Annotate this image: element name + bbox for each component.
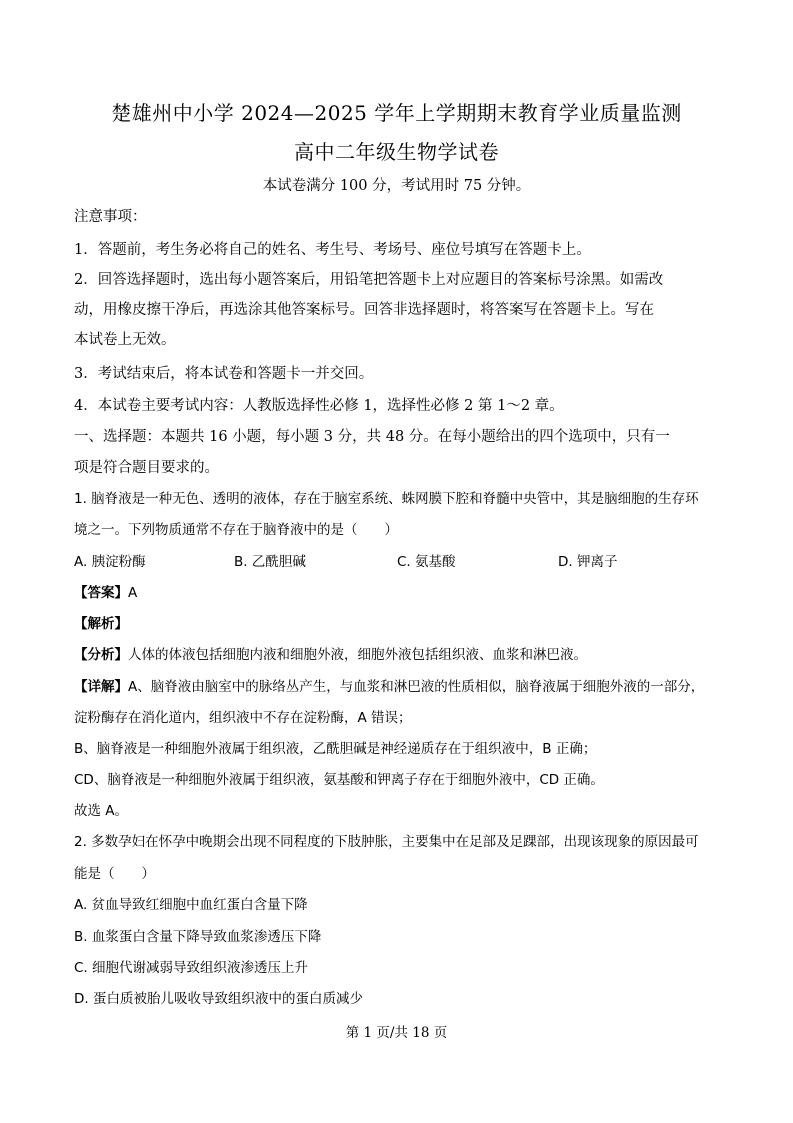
q1-stem-line-1: 1. 脑脊液是一种无色、透明的液体，存在于脑室系统、蛛网膜下腔和脊髓中央管中，其是脑细胞的生存环 [74, 491, 699, 507]
notice-item-4: 4．本试卷主要考试内容：人教版选择性必修 1，选择性必修 2 第 1～2 章。 [74, 398, 564, 414]
q1-options [74, 550, 724, 574]
q2-stem-line-2: 能是（ ） [74, 866, 155, 882]
fenxi-text: 人体的体液包括细胞内液和细胞外液，细胞外液包括组织液、血浆和淋巴液。 [128, 647, 587, 663]
notice-item-2-line-2: 动，用橡皮擦干净后，再选涂其他答案标号。回答非选择题时，将答案写在答题卡上。写在 [74, 302, 654, 318]
q1-xiangjie-line-2: 淀粉酶存在消化道内，组织液中不存在淀粉酶，A 错误； [74, 710, 412, 726]
exam-title: 楚雄州中小学 2024—2025 学年上学期期末教育学业质量监测 [111, 101, 682, 125]
notice-item-3: 3．考试结束后，将本试卷和答题卡一并交回。 [74, 366, 374, 382]
notice-item-2-line-3: 本试卷上无效。 [74, 332, 176, 348]
q1-option-c: C. 氨基酸 [397, 554, 456, 570]
notice-heading: 注意事项： [74, 209, 147, 225]
q1-stem-line-2: 境之一。下列物质通常不存在于脑脊液中的是（ ） [74, 522, 398, 538]
q1-option-d: D. 钾离子 [558, 554, 618, 570]
analysis-tag: 【解析】 [74, 616, 128, 632]
xiangjie-text-1: A、脑脊液由脑室中的脉络丛产生，与血浆和淋巴液的性质相似，脑脊液属于细胞外液的一部分， [128, 679, 705, 695]
section-heading-line-2: 项是符合题目要求的。 [74, 460, 219, 476]
q1-xiangjie-line-3: B、脑脊液是一种细胞外液属于组织液，乙酰胆碱是神经递质存在于组织液中，B 正确； [74, 741, 597, 757]
notice-item-2-line-1: 2．回答选择题时，选出每小题答案后，用铅笔把答题卡上对应题目的答案标号涂黑。如需改 [74, 272, 664, 288]
xiangjie-tag: 【详解】 [74, 679, 128, 695]
q1-xiangjie-line-4: CD、脑脊液是一种细胞外液属于组织液，氨基酸和钾离子存在于细胞外液中，CD 正确。 [74, 772, 604, 788]
exam-subject-title: 高中二年级生物学试卷 [294, 140, 499, 164]
q1-xiangjie-line-1 [74, 675, 724, 699]
q1-option-b: B. 乙酰胆碱 [234, 554, 306, 570]
answer-value: A [128, 585, 138, 601]
q1-option-a: A. 胰淀粉酶 [74, 554, 146, 570]
q2-stem-line-1: 2. 多数孕妇在怀孕中晚期会出现不同程度的下肢肿胀，主要集中在足部及足踝部，出现该现象的原因最可 [74, 834, 699, 850]
notice-item-1: 1．答题前，考生务必将自己的姓名、考生号、考场号、座位号填写在答题卡上。 [74, 242, 591, 258]
q1-conclusion: 故选 A。 [74, 803, 129, 819]
q2-option-d: D. 蛋白质被胎儿吸收导致组织液中的蛋白质减少 [74, 991, 363, 1007]
exam-info: 本试卷满分 100 分，考试用时 75 分钟。 [262, 178, 531, 194]
q2-option-b: B. 血浆蛋白含量下降导致血浆渗透压下降 [74, 929, 322, 945]
page-number: 第 1 页/共 18 页 [345, 1025, 448, 1041]
q2-option-c: C. 细胞代谢减弱导致组织液渗透压上升 [74, 960, 309, 976]
answer-tag: 【答案】 [74, 585, 128, 601]
section-heading-line-1: 一、选择题：本题共 16 小题，每小题 3 分，共 48 分。在每小题给出的四个选项中，只有一 [74, 429, 670, 445]
q1-fenxi [74, 643, 724, 667]
fenxi-tag: 【分析】 [74, 647, 128, 663]
q1-analysis-heading [74, 612, 724, 636]
q2-option-a: A. 贫血导致红细胞中血红蛋白含量下降 [74, 897, 308, 913]
q1-answer [74, 581, 724, 605]
